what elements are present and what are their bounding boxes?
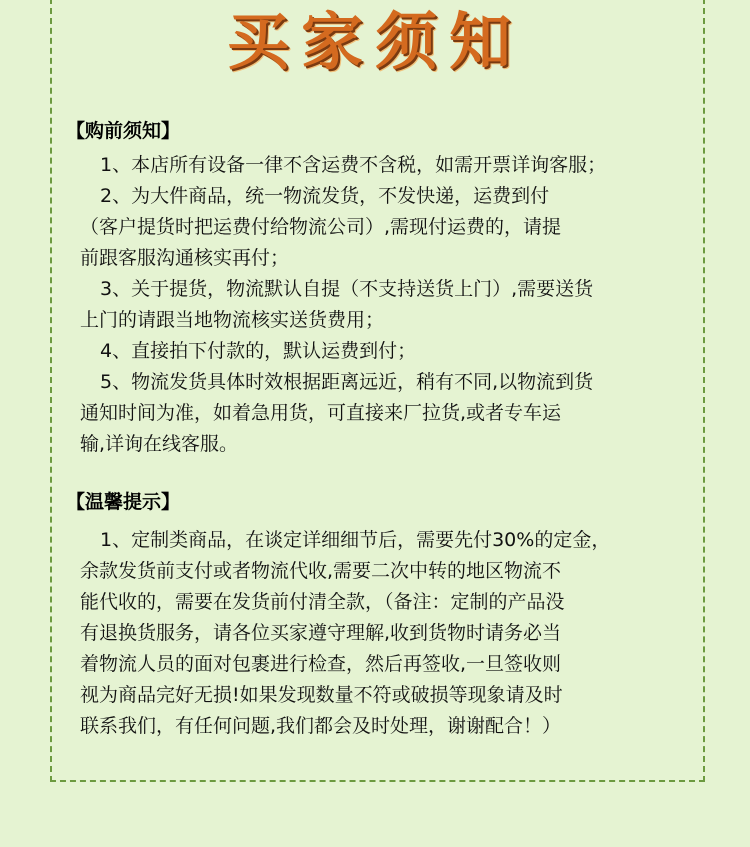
notice-line: 3、关于提货，物流默认自提（不支持送货上门）,需要送货 xyxy=(100,278,594,300)
notice-line: 2、为大件商品，统一物流发货，不发快递，运费到付 xyxy=(100,185,550,207)
notice-line: 上门的请跟当地物流核实送货费用； xyxy=(80,309,385,331)
notice-line: （客户提货时把运费付给物流公司）,需现付运费的，请提 xyxy=(80,216,562,238)
notice-line: 输,详询在线客服。 xyxy=(80,433,239,455)
page-title: 买家须知 xyxy=(226,5,523,78)
section-body-tips xyxy=(80,525,690,742)
notice-line: 前跟客服沟通核实再付； xyxy=(80,247,290,269)
notice-line: 1、本店所有设备一律不含运费不含税，如需开票详询客服； xyxy=(100,154,607,176)
tip-line: 余款发货前支付或者物流代收,需要二次中转的地区物流不 xyxy=(80,560,562,582)
section-heading-before-purchase: 【购前须知】 xyxy=(66,120,181,142)
tip-line: 能代收的，需要在发货前付清全款，（备注：定制的产品没 xyxy=(80,591,565,613)
section-body-before-purchase xyxy=(80,150,690,460)
tip-line: 有退换货服务，请各位买家遵守理解,收到货物时请务必当 xyxy=(80,622,562,644)
tip-line: 视为商品完好无损!如果发现数量不符或破损等现象请及时 xyxy=(80,684,563,706)
tip-line: 1、定制类商品，在谈定详细细节后，需要先付30%的定金， xyxy=(100,529,611,551)
tip-line: 联系我们，有任何问题,我们都会及时处理，谢谢配合！） xyxy=(80,715,562,737)
notice-line: 4、直接拍下付款的，默认运费到付； xyxy=(100,340,417,362)
notice-line: 通知时间为准，如着急用货，可直接来厂拉货,或者专车运 xyxy=(80,402,562,424)
tip-line: 着物流人员的面对包裹进行检查，然后再签收,一旦签收则 xyxy=(80,653,562,675)
section-heading-tips: 【温馨提示】 xyxy=(66,491,181,513)
notice-line: 5、物流发货具体时效根据距离远近，稍有不同,以物流到货 xyxy=(100,371,594,393)
